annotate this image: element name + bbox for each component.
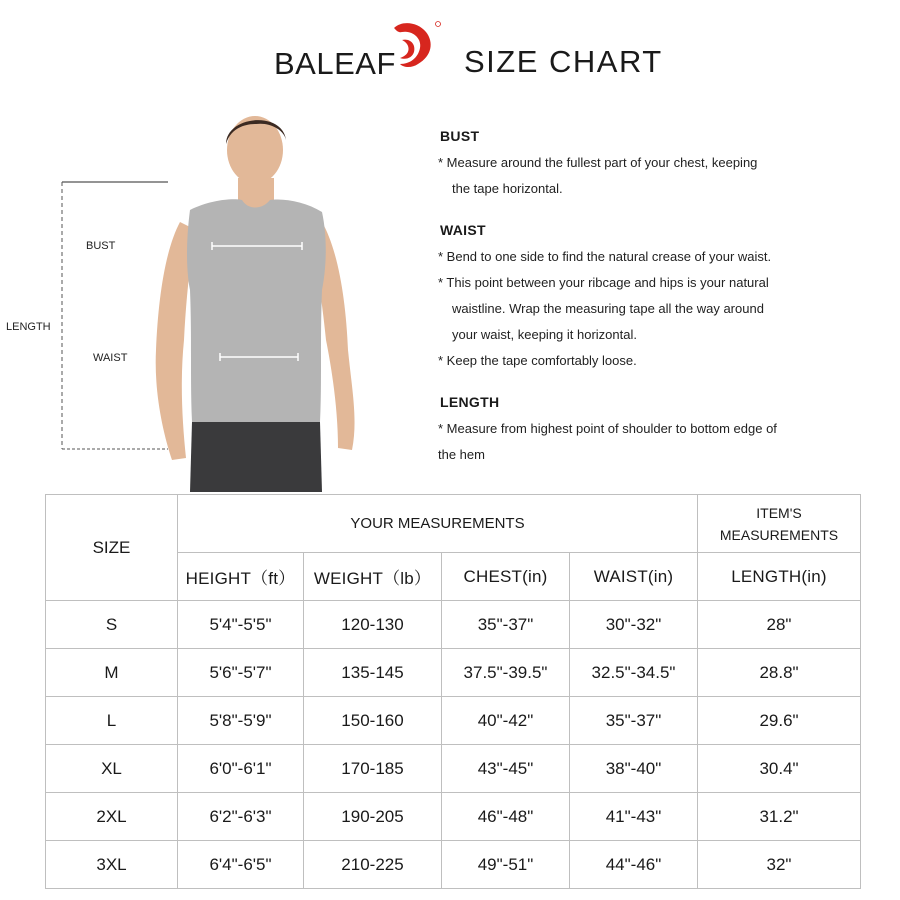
length-cell: 32"	[698, 841, 861, 889]
table-row	[46, 697, 861, 745]
items-measurements-line2: MEASUREMENTS	[719, 526, 839, 543]
length-title: LENGTH	[440, 394, 500, 410]
size-cell: S	[46, 601, 178, 649]
weight-cell: 120-130	[304, 601, 442, 649]
table-row	[46, 745, 861, 793]
height-cell: 5'6"-5'7"	[178, 649, 304, 697]
height-header: HEIGHT（ft）	[178, 553, 304, 601]
table-row	[46, 793, 861, 841]
length-line: * Measure from highest point of shoulder to bottom edge of	[438, 421, 777, 436]
waist-line: waistline. Wrap the measuring tape all the way around	[452, 301, 764, 316]
waist-line: your waist, keeping it horizontal.	[452, 327, 637, 342]
waist-line: * This point between your ribcage and hips is your natural	[438, 275, 769, 290]
length-cell: 30.4"	[698, 745, 861, 793]
items-measurements-line1: ITEM'S	[756, 504, 802, 521]
length-cell: 31.2"	[698, 793, 861, 841]
length-line: the hem	[438, 447, 485, 462]
table-header-row	[46, 495, 861, 553]
chest-cell: 35"-37"	[442, 601, 570, 649]
bust-line: * Measure around the fullest part of your chest, keeping	[438, 155, 758, 170]
length-section	[438, 394, 878, 468]
length-cell: 29.6"	[698, 697, 861, 745]
your-measurements-header: YOUR MEASUREMENTS	[178, 495, 698, 553]
page-title: SIZE CHART	[464, 44, 663, 79]
shorts	[190, 422, 322, 492]
waist-cell: 35"-37"	[570, 697, 698, 745]
items-measurements-header	[698, 495, 861, 553]
baleaf-logo-icon	[388, 18, 444, 74]
height-cell: 5'8"-5'9"	[178, 697, 304, 745]
waist-cell: 44"-46"	[570, 841, 698, 889]
size-cell: L	[46, 697, 178, 745]
bust-line: the tape horizontal.	[452, 181, 563, 196]
size-header: SIZE	[46, 495, 178, 601]
waist-section	[438, 222, 878, 374]
waist-header: WAIST(in)	[570, 553, 698, 601]
weight-cell: 210-225	[304, 841, 442, 889]
weight-cell: 170-185	[304, 745, 442, 793]
size-cell: XL	[46, 745, 178, 793]
height-cell: 6'4"-6'5"	[178, 841, 304, 889]
bust-section	[438, 128, 878, 202]
brand-name: BALEAF	[274, 46, 396, 81]
waist-label: WAIST	[93, 352, 128, 364]
waist-title: WAIST	[440, 222, 486, 238]
waist-line: * Keep the tape comfortably loose.	[438, 353, 637, 368]
chest-cell: 43"-45"	[442, 745, 570, 793]
length-header: LENGTH(in)	[698, 553, 861, 601]
size-cell: 2XL	[46, 793, 178, 841]
waist-cell: 41"-43"	[570, 793, 698, 841]
bust-label: BUST	[86, 240, 116, 252]
chest-cell: 49"-51"	[442, 841, 570, 889]
waist-cell: 30"-32"	[570, 601, 698, 649]
weight-header: WEIGHT（lb）	[304, 553, 442, 601]
chest-header: CHEST(in)	[442, 553, 570, 601]
waist-cell: 38"-40"	[570, 745, 698, 793]
chest-cell: 37.5"-39.5"	[442, 649, 570, 697]
waist-cell: 32.5"-34.5"	[570, 649, 698, 697]
height-cell: 6'2"-6'3"	[178, 793, 304, 841]
table-row	[46, 841, 861, 889]
weight-cell: 150-160	[304, 697, 442, 745]
measurement-instructions	[438, 128, 878, 488]
height-cell: 5'4"-5'5"	[178, 601, 304, 649]
chest-cell: 40"-42"	[442, 697, 570, 745]
size-cell: 3XL	[46, 841, 178, 889]
model-figure	[0, 100, 420, 492]
table-row	[46, 601, 861, 649]
tank-top	[187, 199, 326, 422]
length-cell: 28.8"	[698, 649, 861, 697]
weight-cell: 135-145	[304, 649, 442, 697]
height-cell: 6'0"-6'1"	[178, 745, 304, 793]
length-label: LENGTH	[6, 321, 51, 333]
size-table	[45, 494, 861, 889]
weight-cell: 190-205	[304, 793, 442, 841]
size-cell: M	[46, 649, 178, 697]
model-illustration	[0, 100, 420, 492]
chest-cell: 46"-48"	[442, 793, 570, 841]
length-cell: 28"	[698, 601, 861, 649]
waist-line: * Bend to one side to find the natural crease of your waist.	[438, 249, 772, 264]
table-row	[46, 649, 861, 697]
header	[0, 16, 900, 86]
bust-title: BUST	[440, 128, 480, 144]
